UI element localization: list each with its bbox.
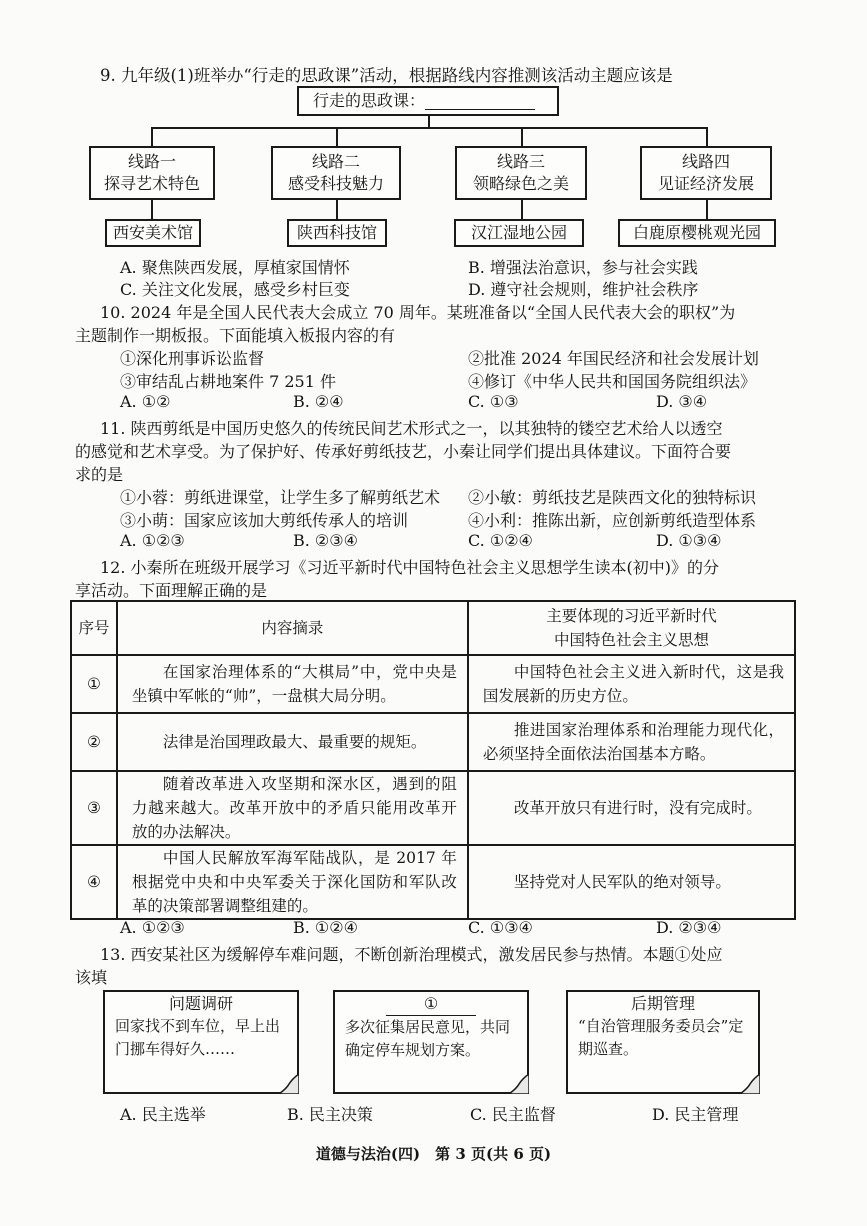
q9-root-box [297, 86, 559, 116]
route-2-name: 线路二 [311, 152, 360, 171]
q9-conn-bar [151, 127, 708, 129]
q13-option-d[interactable]: D. 民主管理 [652, 1105, 739, 1124]
q12-header-content: 内容摘录 [117, 601, 468, 655]
q9-conn-3 [521, 127, 523, 147]
table-row [71, 771, 795, 845]
page-curl-icon [740, 1074, 760, 1094]
q12-row3-num: ③ [71, 771, 117, 845]
q13-card-research [103, 990, 299, 1094]
q9-conn-6 [336, 200, 338, 220]
q9-option-b[interactable]: B. 增强法治意识，参与社会实践 [468, 258, 698, 277]
route-3-theme: 领略绿色之美 [472, 174, 569, 193]
q11-stem-line3: 求的是 [75, 465, 124, 484]
q10-item-1: ①深化刑事诉讼监督 [120, 349, 265, 368]
q12-option-a[interactable]: A. ①②③ [120, 918, 185, 937]
q11-option-a[interactable]: A. ①②③ [120, 531, 185, 550]
q12-row4-content: 中国人民解放军海军陆战队，是 2017 年根据党中央和中央军委关于深化国防和军队改革的决策部署调整组建的。 [117, 845, 468, 919]
q12-header-thought [468, 601, 795, 655]
q9-route-4 [640, 146, 772, 200]
q12-stem-line1: 12. 小秦所在班级开展学习《习近平新时代中国特色社会主义思想学生读本(初中)》的分 [100, 558, 720, 577]
q12-row4-thought: 坚持党对人民军队的绝对领导。 [468, 845, 795, 919]
route-1-theme: 探寻艺术特色 [103, 174, 200, 193]
q10-option-c[interactable]: C. ①③ [468, 392, 519, 411]
q12-header-row [71, 601, 795, 655]
route-2-theme: 感受科技魅力 [287, 174, 384, 193]
q9-route-1 [89, 146, 215, 200]
q10-stem-line1: 10. 2024 年是全国人民代表大会成立 70 周年。某班准备以“全国人民代表大会的职权”为 [100, 303, 736, 322]
q9-option-c[interactable]: C. 关注文化发展，感受乡村巨变 [120, 280, 350, 299]
q10-option-d[interactable]: D. ③④ [656, 392, 708, 411]
q12-row4-num: ④ [71, 845, 117, 919]
q9-conn-5 [151, 200, 153, 220]
q13-card2-title [335, 992, 527, 1016]
route-1-name: 线路一 [127, 152, 176, 171]
q12-header-thought-line2: 中国特色社会主义思想 [553, 631, 709, 649]
q12-table [70, 600, 796, 920]
q9-place-2: 陕西科技馆 [287, 219, 387, 247]
q10-item-2: ②批准 2024 年国民经济和社会发展计划 [468, 349, 759, 368]
q12-option-d[interactable]: D. ②③④ [656, 918, 722, 937]
q11-item-4: ④小利：推陈出新，应创新剪纸造型体系 [468, 511, 757, 530]
q12-row3-thought: 改革开放只有进行时，没有完成时。 [468, 771, 795, 845]
q13-blank-marker: ① [386, 992, 476, 1016]
q12-row2-thought: 推进国家治理体系和治理能力现代化，必须坚持全面依法治国基本方略。 [468, 713, 795, 771]
q12-header-num: 序号 [71, 601, 117, 655]
q11-item-1: ①小蓉：剪纸进课堂，让学生多了解剪纸艺术 [120, 488, 441, 507]
q9-conn-2 [336, 127, 338, 147]
q12-option-b[interactable]: B. ①②④ [293, 918, 358, 937]
q12-row2-num: ② [71, 713, 117, 771]
q11-option-c[interactable]: C. ①②④ [468, 531, 533, 550]
q13-stem-line1: 13. 西安某社区为缓解停车难问题，不断创新治理模式，激发居民参与热情。本题①处应 [100, 945, 723, 964]
q9-option-a[interactable]: A. 聚焦陕西发展，厚植家国情怀 [120, 258, 350, 277]
q9-conn-7 [521, 200, 523, 220]
q13-card1-title: 问题调研 [168, 994, 233, 1013]
q13-stem-line2: 该填 [75, 968, 108, 987]
q13-option-a[interactable]: A. 民主选举 [120, 1105, 206, 1124]
q9-stem: 9. 九年级(1)班举办“行走的思政课”活动，根据路线内容推测该活动主题应该是 [100, 66, 673, 85]
q11-item-2: ②小敏：剪纸技艺是陕西文化的独特标识 [468, 488, 757, 507]
route-4-name: 线路四 [681, 152, 730, 171]
q11-item-3: ③小萌：国家应该加大剪纸传承人的培训 [120, 511, 409, 530]
q10-stem-line2: 主题制作一期板报。下面能填入板报内容的有 [75, 326, 396, 345]
route-3-name: 线路三 [496, 152, 545, 171]
q13-card2-body: 多次征集居民意见，共同确定停车规划方案。 [345, 1018, 511, 1059]
q11-stem-line1: 11. 陕西剪纸是中国历史悠久的传统民间艺术形式之一，以其独特的镂空艺术给人以透空 [100, 419, 723, 438]
page-footer: 道德与法治(四) 第 3 页(共 6 页) [315, 1145, 552, 1163]
q9-conn-1 [151, 127, 153, 147]
q9-route-2 [271, 146, 401, 200]
q9-option-d[interactable]: D. 遵守社会规则，维护社会秩序 [468, 280, 699, 299]
q13-card1-body: 回家找不到车位，早上出门挪车得好久…… [115, 1017, 281, 1058]
q9-root-blank [425, 94, 535, 110]
q9-conn-4 [706, 127, 708, 147]
q12-row1-thought: 中国特色社会主义进入新时代，这是我国发展新的历史方位。 [468, 655, 795, 713]
q11-option-b[interactable]: B. ②③④ [293, 531, 358, 550]
q12-row2-content: 法律是治国理政最大、最重要的规矩。 [117, 713, 468, 771]
q9-root-label: 行走的思政课： [313, 91, 426, 110]
page-curl-icon [279, 1074, 299, 1094]
q9-place-1: 西安美术馆 [105, 219, 201, 247]
q9-route-3 [455, 146, 587, 200]
q13-card3-body: “自治管理服务委员会”定期巡查。 [578, 1017, 744, 1058]
page-curl-icon [509, 1074, 529, 1094]
q12-row1-content: 在国家治理体系的“大棋局”中，党中央是坐镇中军帐的“帅”，一盘棋大局分明。 [117, 655, 468, 713]
q13-option-b[interactable]: B. 民主决策 [287, 1105, 373, 1124]
q12-header-thought-line1: 主要体现的习近平新时代 [546, 607, 717, 625]
q9-place-3: 汉江湿地公园 [454, 219, 584, 247]
q13-card-management [566, 990, 760, 1094]
q13-card-blank [333, 990, 529, 1094]
q12-option-c[interactable]: C. ①③④ [468, 918, 533, 937]
table-row [71, 655, 795, 713]
q9-conn-8 [706, 200, 708, 220]
q12-stem-line2: 享活动。下面理解正确的是 [75, 581, 268, 600]
table-row [71, 713, 795, 771]
q9-place-4: 白鹿原樱桃观光园 [618, 219, 776, 247]
q12-row3-content: 随着改革进入攻坚期和深水区，遇到的阻力越来越大。改革开放中的矛盾只能用改革开放的办法解决。 [117, 771, 468, 845]
q10-item-4: ④修订《中华人民共和国国务院组织法》 [468, 372, 757, 391]
q10-option-a[interactable]: A. ①② [120, 392, 171, 411]
q10-item-3: ③审结乱占耕地案件 7 251 件 [120, 372, 336, 391]
q13-card3-title: 后期管理 [630, 994, 695, 1013]
route-4-theme: 见证经济发展 [657, 174, 754, 193]
q12-row1-num: ① [71, 655, 117, 713]
q11-stem-line2: 的感觉和艺术享受。为了保护好、传承好剪纸技艺，小秦让同学们提出具体建议。下面符合要 [75, 442, 732, 461]
q11-option-d[interactable]: D. ①③④ [656, 531, 722, 550]
q10-option-b[interactable]: B. ②④ [293, 392, 344, 411]
table-row [71, 845, 795, 919]
q13-option-c[interactable]: C. 民主监督 [470, 1105, 556, 1124]
